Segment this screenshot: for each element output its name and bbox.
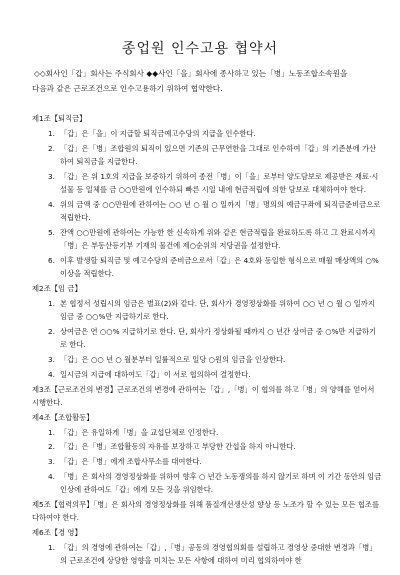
item-number: 3.	[48, 171, 55, 181]
article-heading: 제1조【퇴직금】	[32, 114, 87, 123]
article-item	[32, 198, 382, 225]
article-item	[32, 127, 382, 140]
item-number: 1.	[48, 427, 55, 437]
item-number: 2.	[48, 442, 55, 452]
document-title: 종업원 인수고용 협약서	[121, 41, 279, 57]
item-number: 3.	[48, 355, 55, 365]
article-paragraph: 제5조【협력의무】「병」은 회사의 경영정상화를 위해 품질개선생산성 향상 등 노조가 할 수 있는 모든 협조를 다하여야 한다.	[32, 500, 380, 523]
item-text: 본 협정서 성립시의 임금은 별표(2)와 같다. 단, 회사가 경영정상화를 위하여 ○○ 년 ○ 월 ○ 일까지 임금 중 ○○%만 지급하기로 한다.	[60, 298, 375, 322]
item-text: 「갑」은 위 1호의 지급을 보증하기 위하여 종전「병」이「을」로부터 양도담보로 제공받은 재료·시설물 등 일체를 금 ○○만원에 인수하되 빠른 시일 내에 현금적립에 의한 담보로 대체하여야 한다.	[60, 171, 379, 194]
item-number: 4.	[48, 369, 55, 379]
item-number: 2.	[48, 143, 55, 153]
article-5	[32, 498, 382, 525]
item-text: 「갑」은「병」조합원의 퇴직이 있으면 기존의 근무연한을 그대로 인수하여「갑」의 기존분에 가산하여 퇴직금을 지급한다.	[60, 143, 377, 166]
item-number: 6.	[48, 255, 55, 265]
article-item	[32, 226, 382, 253]
item-text: 「갑」의 경영에 관하여는「갑」,「병」공동의 경영협의회를 설립하고 경영상 중대한 변경과「병」의 근로조건에 상당한 영향을 미치는 모든 사항에 대하여 미리 협의하여야 한	[60, 542, 377, 566]
item-number: 2.	[48, 326, 55, 336]
article-item	[32, 541, 382, 568]
article-item	[32, 142, 382, 169]
item-number: 5.	[48, 227, 55, 237]
document-body	[32, 112, 382, 569]
item-number: 1.	[48, 542, 55, 552]
article-item	[32, 297, 382, 324]
article-3	[32, 383, 382, 410]
article-item	[32, 368, 382, 381]
article-item	[32, 440, 382, 453]
article-item	[32, 426, 382, 439]
item-text: 「갑」은「을」이 지급할 퇴직금예고수당의 지급을 인수한다.	[60, 128, 256, 138]
article-1	[32, 112, 382, 281]
article-6	[32, 526, 382, 567]
article-4	[32, 411, 382, 497]
article-item	[32, 353, 382, 366]
article-paragraph: 제3조【근로조건의 변경】근로조건의 변경에 관하여는「갑」,「병」이 협의를 하고「병」의 양해를 얻어서 시행한다.	[32, 384, 375, 407]
article-heading: 제4조【조합활동】	[32, 412, 94, 422]
item-number: 3.	[48, 457, 55, 467]
article-item	[32, 254, 382, 281]
article-heading: 제2조【임 금】	[32, 284, 82, 294]
item-text: 「갑」은「병」조합활동의 자유를 보장하고 부당한 간섭을 하지 아니한다.	[60, 442, 296, 452]
item-number: 4.	[48, 199, 55, 209]
item-number: 1.	[48, 298, 55, 308]
item-text: 이후 발생할 퇴직금 및 예고수당의 준비금으로서「갑」은 4호와 동일한 형식으로 매월 매상액의 ○% 이상을 적립한다.	[60, 255, 379, 279]
article-item	[32, 325, 382, 352]
item-number: 1.	[48, 128, 55, 138]
item-text: 「병」은 회사의 경영정상화를 위하여 향후 ○ 년간 노동쟁의를 하지 않기로 하며 이 기간 동안의 임금인상에 관하여도「갑」에게 모든 것을 위임한다.	[60, 471, 382, 495]
article-item	[32, 170, 382, 197]
item-text: 일시금의 지급에 대하여도「갑」이 서로 협의하여 결정한다.	[60, 369, 251, 379]
item-text: 상여금은 연 ○○% 지급하기로 한다. 단, 회사가 정상화될 때까지 ○ 년간 상여금 중 ○%만 지급하기로 한다.	[60, 326, 377, 350]
item-text: 「갑」은 유일하게「병」을 교섭단체로 인정한다.	[60, 427, 219, 437]
item-text: 잔액 ○○만원에 관하여는 가능한 한 신속하게 위와 같은 현금적립을 완료하도록 하고 그 완료시까지「병」은 부동산등기부 기재의 물건에 제○순위의 저당권을 설정한다.	[60, 227, 376, 251]
article-item	[32, 455, 382, 468]
item-text: 위의 금액 중 ○○만원에 관하여는 ○○ 년 ○ 월 ○ 일까지「병」명의의 예금구좌에 퇴직금준비금으로 적립한다.	[60, 199, 381, 223]
article-heading: 제6조【경 영】	[32, 528, 82, 538]
item-text: 「갑」은「병」에게 조합사무소를 대여한다.	[60, 457, 202, 467]
intro-line: 다음과 같은 근로조건으로 인수고용하기 위하여 협약한다.	[32, 84, 223, 93]
item-text: 「갑」은 ○○ 년 ○ 월분부터 일률적으로 일당 ○원의 임금을 인상한다.	[60, 355, 286, 365]
intro-line: ◇◇회사인「갑」회사는 주식회사 ◆◆사인「을」회사에 종사하고 있는「병」노동조합소속원을	[34, 69, 348, 78]
intro-paragraph	[32, 66, 378, 96]
article-item	[32, 470, 382, 497]
article-2	[32, 282, 382, 381]
item-number: 4.	[48, 471, 55, 481]
